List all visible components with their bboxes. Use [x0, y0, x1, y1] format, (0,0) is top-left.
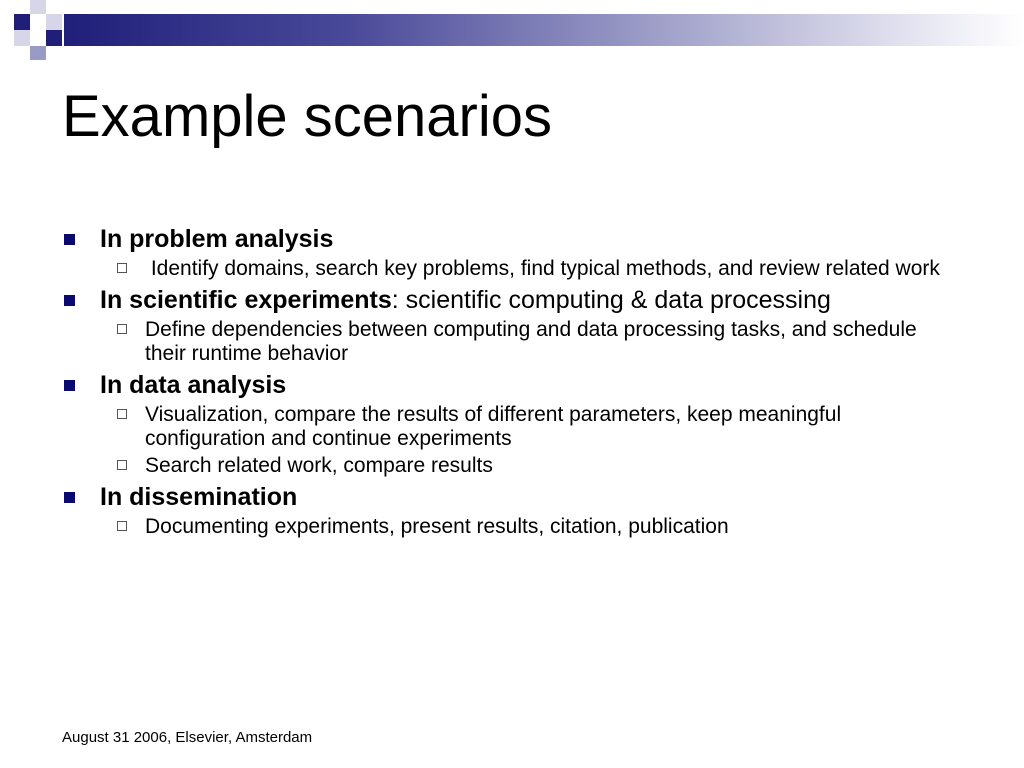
hollow-square-bullet-icon — [117, 263, 127, 273]
hollow-square-bullet-icon — [117, 409, 127, 419]
decorative-square — [30, 0, 46, 14]
hollow-square-bullet-icon — [117, 521, 127, 531]
list-item — [62, 285, 962, 315]
slide-body — [62, 224, 962, 539]
item-heading: In data analysis — [100, 371, 287, 399]
decorative-square — [14, 30, 30, 46]
square-bullet-icon — [64, 295, 75, 306]
hollow-square-bullet-icon — [117, 460, 127, 470]
item-suffix: : scientific computing & data processing — [391, 286, 831, 314]
sub-list-item — [62, 454, 962, 478]
hollow-square-bullet-icon — [117, 324, 127, 334]
list-item — [62, 224, 962, 254]
item-heading: In problem analysis — [100, 225, 334, 253]
sub-list-item — [62, 257, 962, 281]
decorative-square — [46, 30, 62, 46]
slide-title: Example scenarios — [62, 84, 552, 149]
sub-item-text: Documenting experiments, present results, citation, publication — [145, 515, 729, 538]
sub-item-text: Identify domains, search key problems, find typical methods, and review related work — [145, 257, 940, 280]
decorative-square — [30, 30, 46, 46]
item-heading: In scientific experiments — [100, 286, 392, 314]
square-bullet-icon — [64, 234, 75, 245]
square-bullet-icon — [64, 492, 75, 503]
sub-list-item — [62, 403, 962, 451]
decorative-square — [46, 14, 62, 30]
sub-list-item — [62, 318, 962, 366]
slide-footer: August 31 2006, Elsevier, Amsterdam — [62, 729, 313, 746]
list-item — [62, 482, 962, 512]
header-gradient-bar — [64, 14, 1024, 46]
sub-item-text: Define dependencies between computing and data processing tasks, and schedule their runtime behavior — [145, 318, 917, 365]
sub-list-item — [62, 515, 962, 539]
decorative-square — [30, 46, 46, 60]
item-heading: In dissemination — [100, 483, 298, 511]
sub-item-text: Visualization, compare the results of different parameters, keep meaningful configuration and continue experiments — [145, 403, 842, 450]
decorative-square — [14, 14, 30, 30]
sub-item-text: Search related work, compare results — [145, 454, 493, 477]
list-item — [62, 370, 962, 400]
square-bullet-icon — [64, 380, 75, 391]
